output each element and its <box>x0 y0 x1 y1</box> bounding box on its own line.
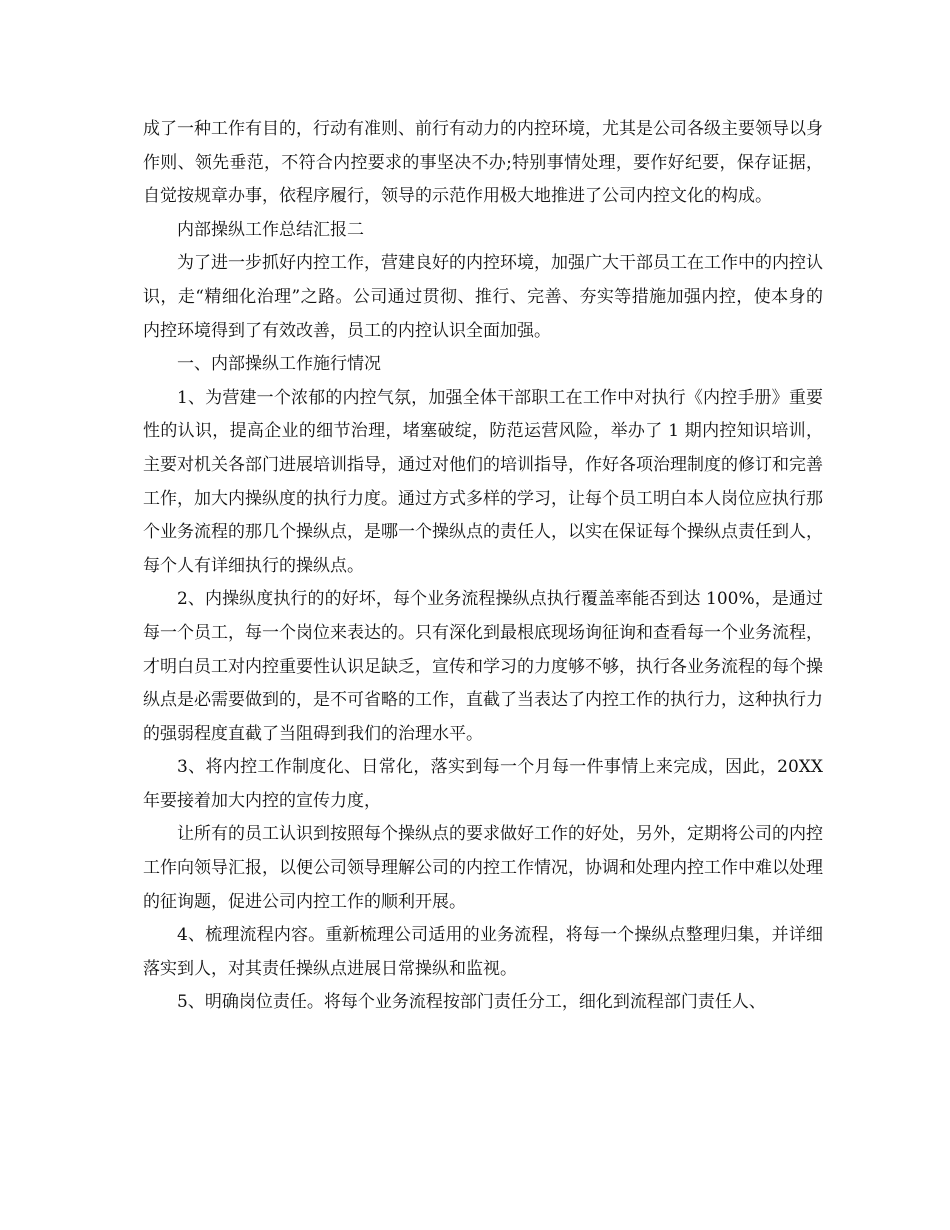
paragraph-item-1: 1、为营建一个浓郁的内控气氛，加强全体干部职工在工作中对执行《内控手册》重要性的认识，提高企业的细节治理，堵塞破绽，防范运营风险，举办了 1 期内控知识培训，主要对机关各部门进展培训指导，通过对他们的培训指导，作好各项治理制度的修订和完善工作，加大内操纵度的执行力度。通过方式多样的学习，让每个员工明白本人岗位应执行那个业务流程的那几个操纵点，是哪一个操纵点的责任人，以实在保证每个操纵点责任到人，每个人有详细执行的操纵点。 <box>143 387 823 576</box>
section-heading-report-two: 内部操纵工作总结汇报二 <box>177 219 364 240</box>
document-body <box>143 113 823 1020</box>
paragraph-continuation: 成了一种工作有目的，行动有准则、前行有动力的内控环境，尤其是公司各级主要领导以身作则、领先垂范，不符合内控要求的事坚决不办;特别事情处理，要作好纪要，保存证据，自觉按规章办事，依程序履行，领导的示范作用极大地推进了公司内控文化的构成。 <box>143 119 823 207</box>
paragraph-item-4: 4、梳理流程内容。重新梳理公司适用的业务流程，将每一个操纵点整理归集，并详细落实到人，对其责任操纵点进展日常操纵和监视。 <box>143 925 823 979</box>
paragraph-item-5: 5、明确岗位责任。将每个业务流程按部门责任分工，细化到流程部门责任人、 <box>177 992 766 1013</box>
paragraph-intro: 为了进一步抓好内控工作，营建良好的内控环境，加强广大干部员工在工作中的内控认识，走“精细化治理”之路。公司通过贯彻、推行、完善、夯实等措施加强内控，使本身的内控环境得到了有效改善，员工的内控认识全面加强。 <box>143 253 823 341</box>
paragraph-item-3: 3、将内控工作制度化、日常化，落实到每一个月每一件事情上来完成，因此，20XX 年要接着加大内控的宣传力度， <box>143 757 823 811</box>
section-heading-implementation: 一、内部操纵工作施行情况 <box>177 354 381 375</box>
paragraph-item-3-continued: 让所有的员工认识到按照每个操纵点的要求做好工作的好处，另外，定期将公司的内控工作向领导汇报，以便公司领导理解公司的内控工作情况，协调和处理内控工作中难以处理的征询题，促进公司内控工作的顺利开展。 <box>143 824 823 912</box>
paragraph-item-2: 2、内操纵度执行的的好坏，每个业务流程操纵点执行覆盖率能否到达 100%，是通过每一个员工，每一个岗位来表达的。只有深化到最根底现场询征询和查看每一个业务流程，才明白员工对内控重要性认识足缺乏，宣传和学习的力度够不够，执行各业务流程的每个操纵点是必需要做到的，是不可省略的工作，直截了当表达了内控工作的执行力，这种执行力的强弱程度直截了当阻碍到我们的治理水平。 <box>143 589 823 744</box>
